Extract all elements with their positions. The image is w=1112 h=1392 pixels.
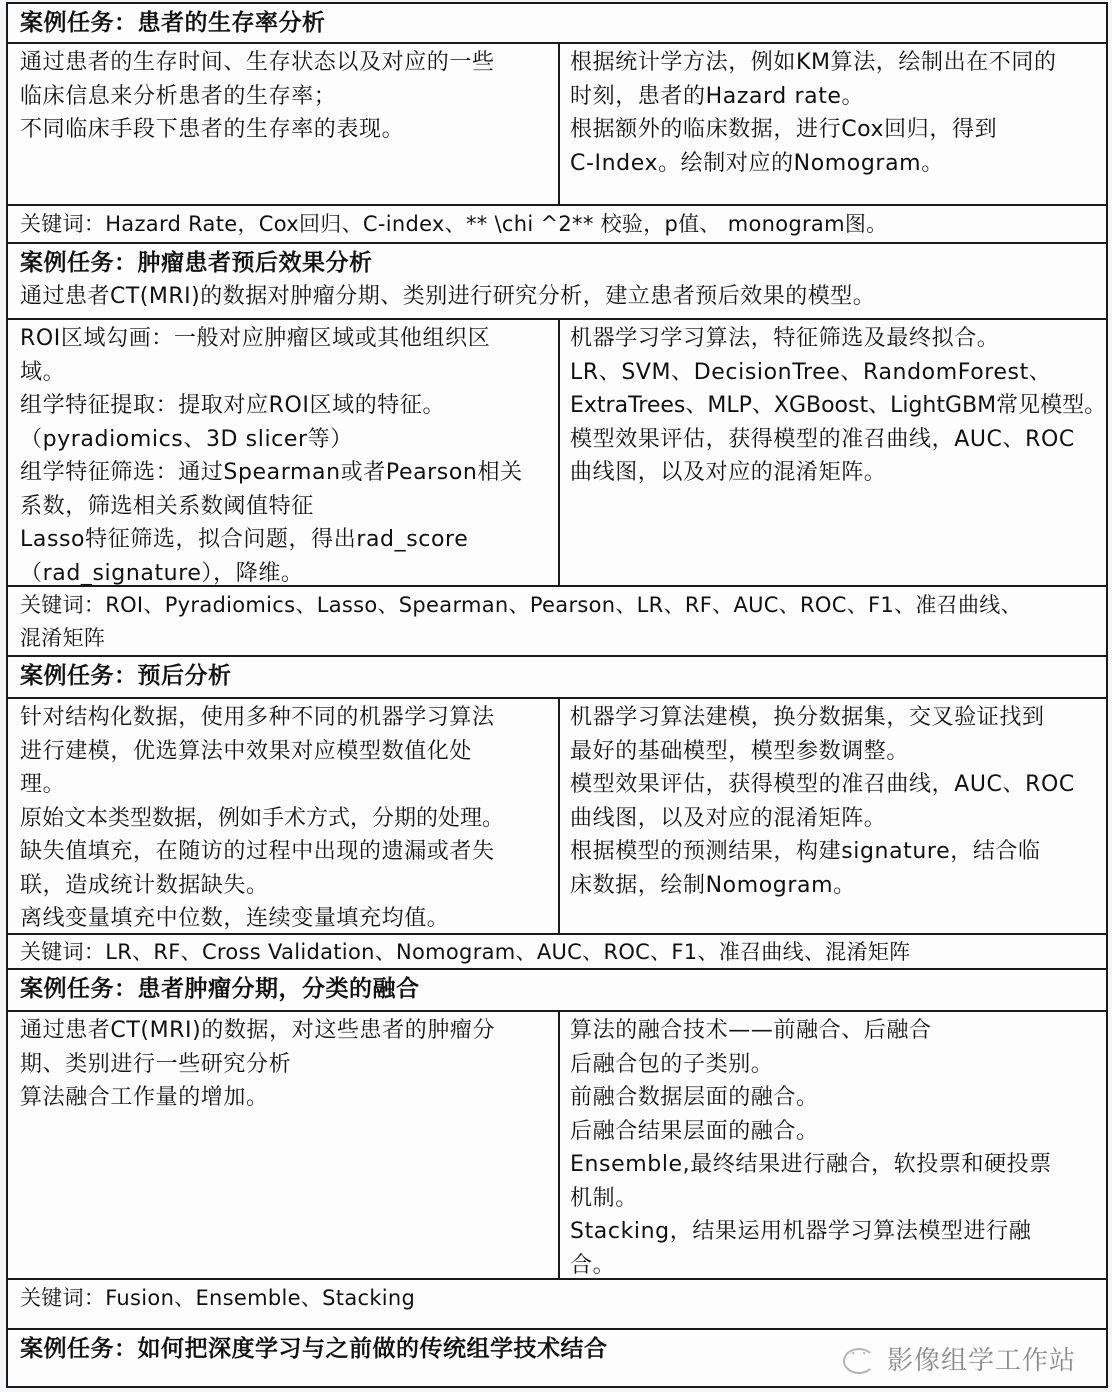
text-line: 域。	[20, 359, 66, 385]
text-line: 联，造成统计数据缺失。	[20, 872, 269, 898]
text-line: 算法的融合技术——前融合、后融合	[570, 1018, 932, 1043]
section-3-keywords: 关键词：LR、RF、Cross Validation、Nomogram、AUC、ROC、F1、准召曲线、混淆矩阵	[20, 940, 911, 964]
text-line: 通过患者CT(MRI)的数据，对这些患者的肿瘤分	[20, 1018, 496, 1043]
text-line: 系数，筛选相关系数阈值特征	[20, 493, 314, 519]
section-4-keywords: 关键词：Fusion、Ensemble、Stacking	[20, 1286, 416, 1310]
text-line: 后融合包的子类别。	[570, 1051, 774, 1077]
section-2-title: 案例任务：肿瘤患者预后效果分析	[20, 250, 373, 276]
section-5-title: 案例任务：如何把深度学习与之前做的传统组学技术结合	[20, 1336, 608, 1362]
text-line: ROI区域勾画：一般对应肿瘤区域或其他组织区	[20, 326, 491, 351]
section-2-right-cell	[560, 320, 1106, 585]
text-line: 根据额外的临床数据，进行Cox回归，得到	[570, 117, 998, 142]
section-3-keywords-row	[8, 935, 1106, 970]
section-1-content-row	[8, 44, 1106, 206]
section-3-right-cell	[560, 699, 1106, 933]
section-5-title-row	[8, 1330, 1106, 1388]
section-2-keywords-row	[8, 587, 1106, 657]
text-line: Lasso特征筛选，拟合问题，得出rad_score	[20, 527, 469, 552]
text-line: ExtraTrees、MLP、XGBoost、LightGBM常见模型。	[570, 393, 1107, 418]
text-line: 模型效果评估，获得模型的准召曲线，AUC、ROC	[570, 772, 1075, 797]
section-1-keywords: 关键词：Hazard Rate，Cox回归、C-index、** \chi ^2** 校验，p值、 monogram图。	[20, 212, 888, 236]
section-3-title: 案例任务：预后分析	[20, 663, 232, 689]
text-line: 机制。	[570, 1185, 638, 1211]
section-2-keywords-cont: 混淆矩阵	[20, 626, 106, 650]
text-line: （pyradiomics、3D slicer等）	[20, 426, 353, 452]
text-line: 时刻，患者的Hazard rate。	[570, 83, 865, 109]
section-1-title-row	[8, 4, 1106, 44]
text-line: 通过患者的生存时间、生存状态以及对应的一些	[20, 50, 495, 75]
text-line: 算法融合工作量的增加。	[20, 1085, 269, 1110]
section-4-left-cell	[8, 1012, 560, 1278]
text-line: 模型效果评估，获得模型的准召曲线，AUC、ROC	[570, 426, 1075, 452]
section-2-content-row	[8, 320, 1106, 587]
section-4-right-cell	[560, 1012, 1106, 1278]
case-table	[6, 2, 1108, 1388]
text-line: 组学特征提取：提取对应ROI区域的特征。	[20, 393, 446, 418]
text-line: 临床信息来分析患者的生存率；	[20, 83, 337, 109]
text-line: 根据统计学方法，例如KM算法，绘制出在不同的	[570, 50, 1057, 75]
text-line: C-Index。绘制对应的Nomogram。	[570, 150, 944, 176]
section-3-left-cell	[8, 699, 560, 933]
text-line: 针对结构化数据，使用多种不同的机器学习算法	[20, 705, 495, 730]
wechat-icon	[843, 1346, 877, 1372]
section-2-keywords: 关键词：ROI、Pyradiomics、Lasso、Spearman、Pearson、LR、RF、AUC、ROC、F1、准召曲线、	[20, 593, 1022, 617]
text-line: 曲线图，以及对应的混淆矩阵。	[570, 460, 887, 485]
text-line: 曲线图，以及对应的混淆矩阵。	[570, 805, 887, 831]
section-2-title-row	[8, 244, 1106, 320]
text-line: Stacking，结果运用机器学习算法模型进行融	[570, 1219, 1032, 1244]
section-3-title-row	[8, 657, 1106, 699]
text-line: 最好的基础模型，模型参数调整。	[570, 738, 910, 764]
text-line: 机器学习学习算法，特征筛选及最终拟合。	[570, 326, 1000, 351]
section-2-description: 通过患者CT(MRI)的数据对肿瘤分期、类别进行研究分析，建立患者预后效果的模型。	[20, 284, 876, 309]
section-4-title: 案例任务：患者肿瘤分期，分类的融合	[20, 976, 420, 1002]
watermark-text: 影像组学工作站	[886, 1346, 1076, 1376]
text-line: 缺失值填充，在随访的过程中出现的遗漏或者失	[20, 839, 495, 864]
section-1-left-cell	[8, 44, 560, 204]
watermark	[843, 1340, 1076, 1377]
text-line: LR、SVM、DecisionTree、RandomForest、	[570, 359, 1052, 385]
section-1-keywords-row	[8, 206, 1106, 244]
section-1-title: 案例任务：患者的生存率分析	[20, 10, 326, 36]
text-line: 后融合结果层面的融合。	[570, 1118, 819, 1144]
section-4-content-row	[8, 1012, 1106, 1280]
text-line: 不同临床手段下患者的生存率的表现。	[20, 117, 405, 142]
text-line: 期、类别进行一些研究分析	[20, 1051, 292, 1077]
text-line: 合。	[570, 1252, 616, 1278]
section-2-left-cell	[8, 320, 560, 585]
text-line: 组学特征筛选：通过Spearman或者Pearson相关	[20, 460, 523, 485]
section-4-keywords-row	[8, 1280, 1106, 1330]
text-line: 理。	[20, 772, 66, 797]
section-4-title-row	[8, 970, 1106, 1012]
section-3-content-row	[8, 699, 1106, 935]
text-line: 进行建模，优选算法中效果对应模型数值化处	[20, 738, 473, 764]
text-line: 离线变量填充中位数，连续变量填充均值。	[20, 906, 450, 931]
text-line: （rad_signature），降维。	[20, 560, 304, 586]
text-line: 原始文本类型数据，例如手术方式，分期的处理。	[20, 805, 505, 831]
text-line: 根据模型的预测结果，构建signature，结合临	[570, 839, 1041, 864]
text-line: 床数据，绘制Nomogram。	[570, 872, 856, 898]
text-line: 前融合数据层面的融合。	[570, 1085, 819, 1110]
section-1-right-cell	[560, 44, 1106, 204]
text-line: 机器学习算法建模，换分数据集，交叉验证找到	[570, 705, 1045, 730]
text-line: Ensemble,最终结果进行融合，软投票和硬投票	[570, 1152, 1052, 1177]
